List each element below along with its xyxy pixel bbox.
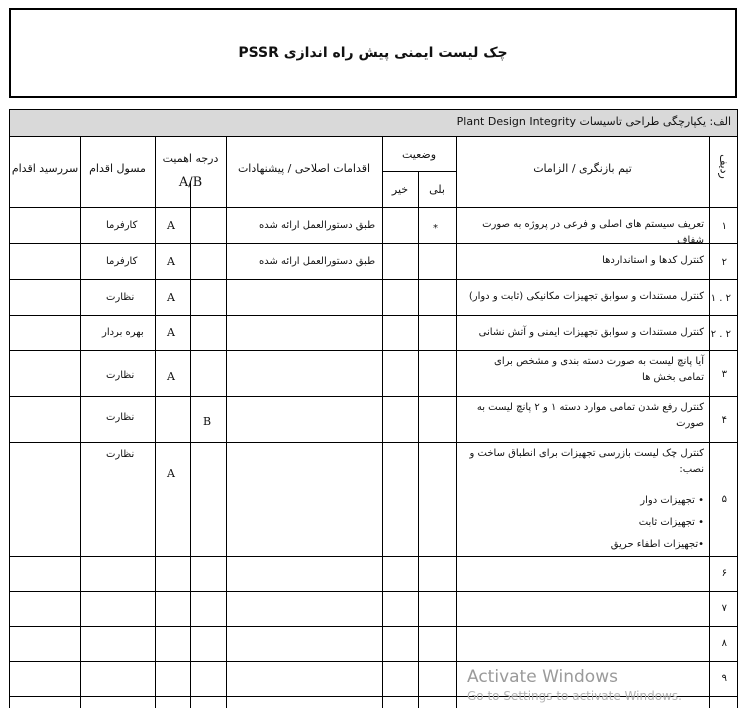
row-divider [382, 171, 456, 172]
requirement-text: تعریف سیستم های اصلی و فرعی در پروژه به صورت شفاف [482, 219, 704, 246]
row-divider [10, 661, 738, 662]
section-title: الف: یکپارچگی طراحی تاسیسات Plant Design Integrity [456, 115, 731, 128]
bullet-rotating-equipment: • تجهیزات دوار [640, 495, 704, 506]
col-divider [709, 136, 710, 708]
responsible-text: نظارت [106, 292, 135, 303]
header-no: خیر [391, 183, 409, 196]
row-divider [10, 591, 738, 592]
header-responsible: مسول اقدام [89, 162, 146, 175]
importance-a: A [167, 219, 175, 232]
row-divider [10, 556, 738, 557]
title-box [9, 8, 737, 98]
requirement-text: کنترل چک لیست بازرسی تجهیزات برای انطباق ساخت و نصب: [469, 448, 704, 475]
status-yes-mark: * [433, 223, 438, 234]
header-deadline: سررسید اقدام [11, 162, 79, 175]
col-divider [418, 171, 419, 708]
responsible-text: کارفرما [106, 220, 138, 231]
bullet-fire-equipment: •تجهیزات اطفاء حریق [610, 539, 704, 550]
importance-a: A [167, 326, 175, 339]
row-divider [10, 442, 738, 443]
row-divider [10, 315, 738, 316]
importance-a: A [167, 467, 175, 480]
col-divider [80, 136, 81, 708]
requirement-text: آیا پانچ لیست به صورت دسته بندی و مشخص برای تمامی بخش ها [494, 356, 704, 383]
responsible-text: نظارت [106, 449, 135, 460]
header-requirements: تیم بازنگری / الزامات [533, 162, 632, 175]
col-divider [226, 136, 227, 708]
col-divider [190, 181, 191, 708]
importance-a: A [167, 370, 175, 383]
header-importance-ab: A/B [178, 175, 203, 190]
col-divider [382, 136, 383, 708]
row-number: ۴ [721, 415, 727, 426]
checklist-table [9, 109, 738, 708]
row-divider [10, 396, 738, 397]
row-divider [10, 626, 738, 627]
row-number: ۲ [721, 257, 727, 268]
row-divider [10, 279, 738, 280]
page-title: چک لیست ایمنی پیش راه اندازی PSSR [238, 45, 508, 61]
action-text: طبق دستورالعمل ارائه شده [259, 220, 376, 231]
row-number: ۱ [721, 221, 727, 232]
header-yes: بلی [429, 183, 445, 196]
row-number: ۲ . ۲ [710, 329, 731, 340]
importance-b: B [203, 415, 212, 428]
row-number: ۲ . ۱ [710, 293, 731, 304]
row-number: ۶ [721, 568, 727, 579]
requirement-text: کنترل مستندات و سوابق تجهیزات مکانیکی (ثابت و دوار) [468, 291, 704, 302]
activation-watermark-subtitle: Go to Settings to activate Windows. [467, 689, 682, 703]
requirement-text: کنترل کدها و استانداردها [602, 255, 704, 266]
row-number: ۳ [721, 369, 727, 380]
importance-a: A [167, 291, 175, 304]
responsible-text: بهره بردار [102, 327, 144, 338]
row-number: ۵ [721, 494, 727, 505]
importance-a: A [167, 255, 175, 268]
requirement-text: کنترل رفع شدن تمامی موارد دسته ۱ و ۲ پانچ لیست به صورت [476, 402, 704, 429]
section-bar [10, 110, 737, 137]
responsible-text: کارفرما [106, 256, 138, 267]
header-status: وضعیت [401, 148, 437, 161]
requirement-text: کنترل مستندات و سوابق تجهیزات ایمنی و آتش نشانی [478, 327, 704, 338]
action-text: طبق دستورالعمل ارائه شده [259, 256, 376, 267]
row-number: ۷ [721, 603, 727, 614]
col-divider [155, 136, 156, 708]
bullet-fixed-equipment: • تجهیزات ثابت [638, 517, 704, 528]
responsible-text: نظارت [106, 370, 135, 381]
header-row-no: ردیف [717, 154, 731, 179]
header-importance: درجه اهمیت [162, 152, 219, 165]
row-divider [10, 350, 738, 351]
header-actions: اقدامات اصلاحی / پیشنهادات [237, 162, 371, 175]
activation-watermark-title: Activate Windows [467, 667, 618, 687]
row-divider [10, 207, 738, 208]
row-number: ۸ [721, 638, 727, 649]
row-number: ۹ [721, 673, 727, 684]
responsible-text: نظارت [106, 412, 135, 423]
